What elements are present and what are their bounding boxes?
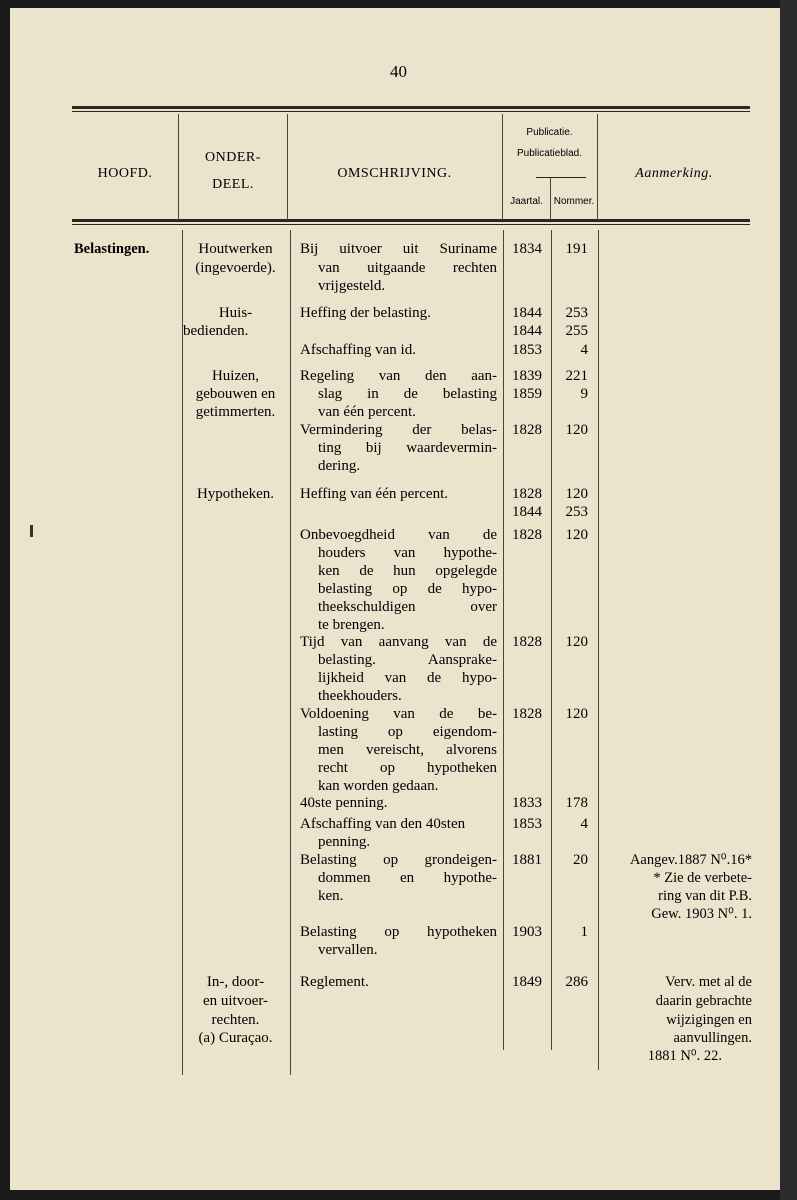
aanmerking-line: ring van dit P.B. bbox=[658, 888, 752, 904]
nommer-value: 253 bbox=[565, 504, 588, 520]
aanmerking-line: aanvullingen. bbox=[673, 1030, 752, 1046]
aanmerking-line: Verv. met al de bbox=[665, 974, 752, 990]
onderdeel-huis-2: bedienden. bbox=[183, 323, 249, 339]
omschrijving-line: Heffing der belasting. bbox=[300, 305, 431, 321]
header-bottom-rule bbox=[72, 219, 750, 222]
onderdeel-column bbox=[183, 240, 288, 1046]
jaartal-value: 1844 bbox=[512, 323, 542, 339]
nommer-value: 9 bbox=[580, 386, 588, 402]
nommer-value: 20 bbox=[573, 852, 588, 868]
omschrijving-line: Afschaffing van den 40sten bbox=[300, 816, 466, 832]
onderdeel-in-1: In-, door- bbox=[206, 974, 265, 990]
onderdeel-huizen-2: gebouwen en bbox=[195, 386, 276, 402]
aanmerking-line: wijzigingen en bbox=[666, 1012, 752, 1028]
aanmerking-line: daarin gebrachte bbox=[655, 993, 752, 1009]
jaartal-value: 1849 bbox=[512, 974, 542, 990]
onderdeel-in-4: (a) Curaçao. bbox=[198, 1030, 273, 1046]
omschrijving-line: lijkheid van de hypo- bbox=[318, 670, 497, 686]
jaartal-value: 1859 bbox=[512, 386, 542, 402]
omschrijving-line: Belasting op hypotheken bbox=[300, 924, 497, 940]
omschrijving-line: Onbevoegdheid van de bbox=[300, 527, 497, 543]
jaartal-value: 1833 bbox=[512, 795, 542, 811]
onderdeel-hypotheken: Hypotheken. bbox=[196, 486, 275, 502]
omschrijving-line: Voldoening van de be- bbox=[300, 706, 497, 722]
nommer-value: 120 bbox=[565, 527, 588, 543]
omschrijving-line: Heffing van één percent. bbox=[300, 486, 448, 502]
omschrijving-line: kan worden gedaan. bbox=[318, 778, 439, 794]
page-number: 40 bbox=[390, 62, 407, 81]
header-publicatie: Publicatie. bbox=[526, 127, 573, 138]
omschrijving-line: vrijgesteld. bbox=[318, 278, 386, 294]
header-bottom-rule-thin bbox=[72, 224, 750, 225]
header-onderdeel-line2: DEEL. bbox=[212, 177, 254, 192]
onderdeel-huizen-1: Huizen, bbox=[211, 368, 260, 384]
aanmerking-line: 1881 N⁰. 22. bbox=[647, 1048, 722, 1064]
omschrijving-line: dommen en hypothe- bbox=[318, 870, 497, 886]
header-omschrijving: OMSCHRIJVING. bbox=[337, 166, 452, 181]
header-onderdeel-line1: ONDER- bbox=[205, 150, 261, 165]
nommer-value: 120 bbox=[565, 706, 588, 722]
nommer-value: 120 bbox=[565, 486, 588, 502]
jaartal-value: 1834 bbox=[512, 241, 542, 257]
jaartal-value: 1853 bbox=[512, 816, 542, 832]
jaartal-value: 1881 bbox=[512, 852, 542, 868]
jaartal-value: 1844 bbox=[512, 305, 542, 321]
nommer-value: 255 bbox=[565, 323, 588, 339]
jaartal-value: 1828 bbox=[512, 527, 542, 543]
omschrijving-line: belasting op de hypo- bbox=[318, 581, 497, 597]
onderdeel-houtwerken-1: Houtwerken bbox=[198, 241, 273, 257]
omschrijving-line: te brengen. bbox=[318, 617, 385, 633]
nommer-value: 4 bbox=[580, 342, 588, 358]
header-publicatieblad: Publicatieblad. bbox=[516, 148, 583, 159]
omschrijving-line: theekschuldigen over bbox=[318, 599, 497, 615]
omschrijving-line: vervallen. bbox=[318, 942, 378, 958]
onderdeel-huizen-3: getimmerten. bbox=[195, 404, 276, 420]
omschrijving-line: van uitgaande rechten bbox=[318, 259, 497, 276]
omschrijving-line: men vereischt, alvorens bbox=[318, 742, 497, 758]
top-rule-thin bbox=[72, 111, 750, 112]
aanmerking-line: Aangev.1887 N⁰.16* bbox=[629, 852, 752, 868]
jaartal-value: 1839 bbox=[512, 368, 542, 384]
nommer-value: 253 bbox=[565, 305, 588, 321]
jaartal-value: 1828 bbox=[512, 422, 542, 438]
header-jaartal: Jaartal. bbox=[510, 196, 543, 207]
omschrijving-line: belasting. Aansprake- bbox=[318, 652, 497, 668]
publicatie-rule bbox=[536, 177, 586, 178]
onderdeel-in-3: rechten. bbox=[211, 1012, 260, 1028]
nommer-value: 1 bbox=[580, 924, 588, 940]
onderdeel-huis-1: Huis- bbox=[218, 305, 253, 321]
jaartal-value: 1828 bbox=[512, 634, 542, 650]
onderdeel-houtwerken-2: (ingevoerde). bbox=[195, 259, 276, 276]
nommer-value: 286 bbox=[565, 974, 588, 990]
header-aanmerking: Aanmerking. bbox=[635, 166, 713, 181]
jaartal-value: 1853 bbox=[512, 342, 542, 358]
col-divider-5 bbox=[598, 230, 599, 1070]
omschrijving-line: Regeling van den aan- bbox=[300, 368, 497, 384]
aanmerking-line: * Zie de verbete- bbox=[653, 870, 752, 886]
nommer-value: 221 bbox=[565, 368, 588, 384]
omschrijving-line: Vermindering der belas- bbox=[300, 422, 497, 438]
jaartal-value: 1903 bbox=[512, 924, 542, 940]
header-hoofd: HOOFD. bbox=[97, 166, 153, 181]
col-divider-2 bbox=[290, 230, 291, 1075]
omschrijving-line: 40ste penning. bbox=[300, 795, 388, 811]
omschrijving-line: Afschaffing van id. bbox=[300, 342, 416, 358]
jaartal-value: 1828 bbox=[512, 706, 542, 722]
omschrijving-line: slag in de belasting bbox=[318, 386, 497, 402]
nommer-value: 191 bbox=[565, 241, 588, 257]
omschrijving-line: Reglement. bbox=[300, 974, 369, 990]
margin-mark bbox=[30, 525, 33, 537]
nommer-value: 120 bbox=[565, 634, 588, 650]
nommer-value: 4 bbox=[580, 816, 588, 832]
jaartal-value: 1828 bbox=[512, 486, 542, 502]
hoofd-belastingen: Belastingen. bbox=[74, 241, 150, 257]
aanmerking-line: Gew. 1903 N⁰. 1. bbox=[651, 906, 752, 922]
nommer-value: 120 bbox=[565, 422, 588, 438]
omschrijving-line: theekhouders. bbox=[318, 688, 402, 704]
top-rule bbox=[72, 106, 750, 109]
header-onderdeel bbox=[179, 144, 287, 198]
omschrijving-line: recht op hypotheken bbox=[318, 760, 497, 776]
page-edge bbox=[780, 0, 797, 1200]
omschrijving-column bbox=[300, 240, 497, 990]
omschrijving-line: Belasting op grondeigen- bbox=[300, 852, 497, 868]
omschrijving-line: penning. bbox=[318, 834, 371, 850]
omschrijving-line: Bij uitvoer uit Suriname bbox=[300, 241, 497, 257]
header-nommer: Nommer. bbox=[553, 196, 595, 207]
omschrijving-line: dering. bbox=[318, 458, 361, 474]
omschrijving-line: van één percent. bbox=[318, 404, 416, 420]
col-divider-1 bbox=[182, 230, 183, 1075]
onderdeel-in-2: en uitvoer- bbox=[202, 993, 269, 1009]
omschrijving-line: houders van hypothe- bbox=[318, 545, 497, 561]
omschrijving-line: ken. bbox=[318, 888, 344, 904]
omschrijving-line: ken de hun opgelegde bbox=[318, 563, 497, 579]
omschrijving-line: lasting op eigendom- bbox=[318, 724, 497, 740]
omschrijving-line: ting bij waardevermin- bbox=[318, 440, 497, 456]
omschrijving-line: Tijd van aanvang van de bbox=[300, 634, 497, 650]
nommer-value: 178 bbox=[565, 795, 588, 811]
jaartal-value: 1844 bbox=[512, 504, 542, 520]
